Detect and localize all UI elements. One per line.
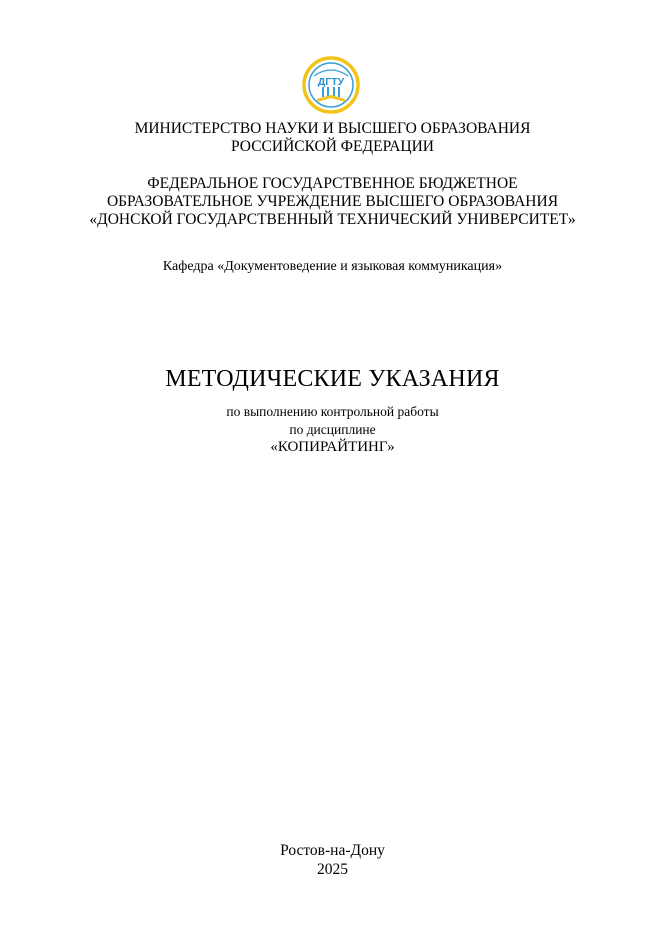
document-title: МЕТОДИЧЕСКИЕ УКАЗАНИЯ <box>165 366 500 392</box>
publication-year: 2025 <box>317 861 348 878</box>
institution-line-1: ФЕДЕРАЛЬНОЕ ГОСУДАРСТВЕННОЕ БЮДЖЕТНОЕ <box>147 175 518 192</box>
document-subtitle-2: по дисциплине <box>289 422 376 437</box>
institution-line-3: «ДОНСКОЙ ГОСУДАРСТВЕННЫЙ ТЕХНИЧЕСКИЙ УНИВЕРСИТЕТ» <box>89 211 576 228</box>
institution-line-2: ОБРАЗОВАТЕЛЬНОЕ УЧРЕЖДЕНИЕ ВЫСШЕГО ОБРАЗОВАНИЯ <box>106 193 559 210</box>
department-name: Кафедра «Документоведение и языковая коммуникация» <box>162 259 503 274</box>
document-subtitle-1: по выполнению контрольной работы <box>226 404 439 419</box>
university-emblem-icon <box>302 56 360 118</box>
ministry-line-2: РОССИЙСКОЙ ФЕДЕРАЦИИ <box>231 138 434 155</box>
publication-city: Ростов-на-Дону <box>280 842 385 859</box>
ministry-line-1: МИНИСТЕРСТВО НАУКИ И ВЫСШЕГО ОБРАЗОВАНИЯ <box>134 120 531 137</box>
logo-text: ДГТУ <box>317 76 345 88</box>
discipline-name: «КОПИРАЙТИНГ» <box>270 439 395 455</box>
